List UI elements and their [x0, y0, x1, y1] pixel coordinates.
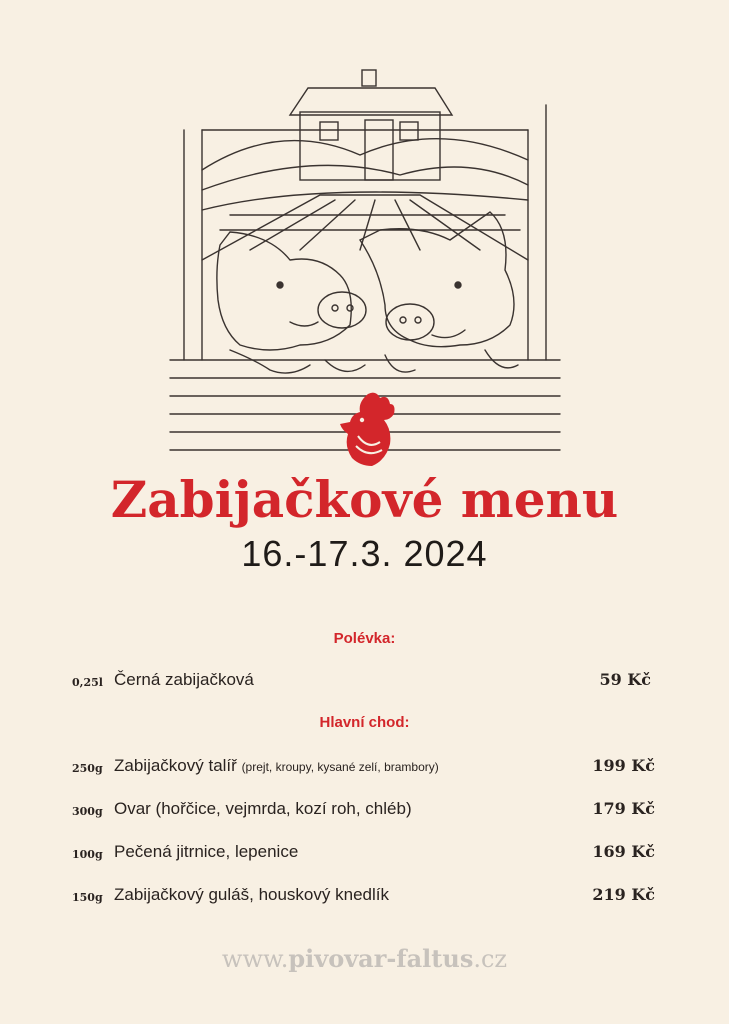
item-name: Zabijačkový guláš, houskový knedlík — [114, 885, 389, 904]
menu-item — [0, 799, 729, 823]
website-link[interactable] — [0, 944, 729, 973]
rooster-logo-icon — [340, 393, 395, 466]
item-name: Černá zabijačková — [114, 670, 254, 689]
section-heading-soup: Polévka: — [333, 630, 396, 647]
item-name: Ovar (hořčice, vejmrda, kozí roh, chléb) — [114, 799, 412, 818]
page-title: Zabijačkové menu — [110, 470, 619, 529]
item-weight: 100g — [72, 848, 103, 861]
item-name: Pečená jitrnice, lepenice — [114, 842, 299, 861]
item-note: (prejt, kroupy, kysané zelí, brambory) — [241, 760, 439, 774]
item-price: 169 Kč — [592, 842, 655, 861]
item-weight: 0,25l — [72, 676, 103, 689]
item-weight: 300g — [72, 805, 103, 818]
item-weight: 250g — [72, 762, 103, 775]
footer-brand: pivovar-faltus — [288, 944, 474, 973]
event-date: 16.-17.3. 2024 — [241, 533, 488, 574]
item-name-text: Zabijačkový talíř — [114, 756, 237, 775]
footer-suffix: .cz — [473, 945, 508, 973]
section-heading-main-course: Hlavní chod: — [319, 714, 410, 731]
item-name — [114, 756, 439, 776]
item-price: 179 Kč — [592, 799, 655, 818]
farm-pigs-illustration — [160, 60, 570, 470]
item-weight: 150g — [72, 891, 103, 904]
item-price: 59 Kč — [599, 670, 651, 689]
item-price: 199 Kč — [592, 756, 655, 775]
footer-prefix: www. — [221, 945, 289, 973]
menu-item — [0, 885, 729, 909]
item-price: 219 Kč — [592, 885, 655, 904]
menu-item — [0, 756, 729, 780]
menu-item — [0, 842, 729, 866]
menu-item — [0, 670, 729, 694]
